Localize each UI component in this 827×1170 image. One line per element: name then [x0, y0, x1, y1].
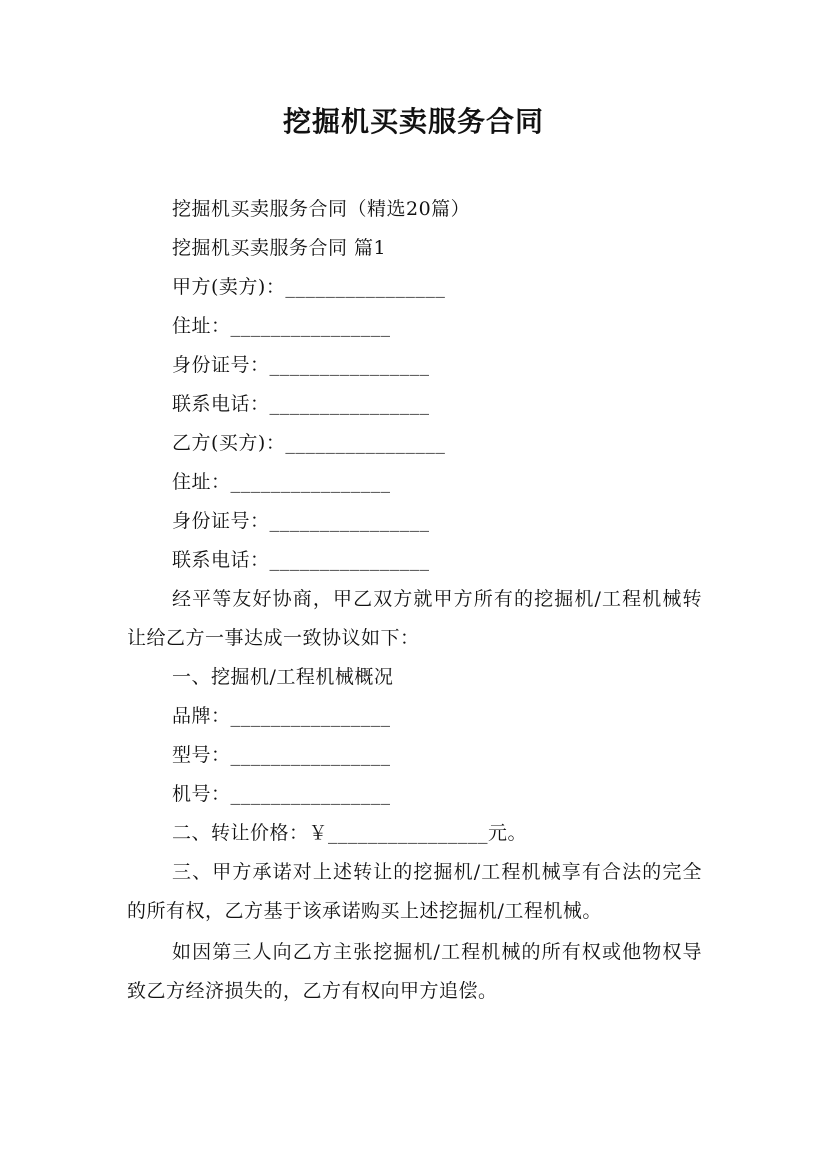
buyer-party-line: 乙方(买方)：________________ [172, 432, 446, 454]
model-line: 型号：________________ [172, 744, 391, 766]
document-subtitle: 挖掘机买卖服务合同（精选20篇） [172, 198, 471, 220]
document-body [127, 190, 702, 1011]
clause-3-extra-paragraph: 如因第三人向乙方主张挖掘机/工程机械的所有权或他物权导致乙方经济损失的，乙方有权向甲方追偿。 [127, 941, 702, 1002]
seller-party-line: 甲方(卖方)：________________ [172, 276, 446, 298]
intro-paragraph: 经平等友好协商，甲乙双方就甲方所有的挖掘机/工程机械转让给乙方一事达成一致协议如下： [127, 588, 702, 649]
buyer-phone-line: 联系电话：________________ [172, 549, 430, 571]
seller-address-line: 住址：________________ [172, 315, 391, 337]
buyer-id-line: 身份证号：________________ [172, 510, 430, 532]
engine-number-line: 机号：________________ [172, 783, 391, 805]
clause-1-heading: 一、挖掘机/工程机械概况 [172, 666, 394, 688]
seller-phone-line: 联系电话：________________ [172, 393, 430, 415]
document-title: 挖掘机买卖服务合同 [282, 105, 544, 138]
buyer-address-line: 住址：________________ [172, 471, 391, 493]
clause-2-price: 二、转让价格：￥________________元。 [172, 822, 528, 844]
clause-3-paragraph: 三、甲方承诺对上述转让的挖掘机/工程机械享有合法的完全的所有权，乙方基于该承诺购买上述挖掘机/工程机械。 [127, 861, 702, 922]
brand-line: 品牌：________________ [172, 705, 391, 727]
seller-id-line: 身份证号：________________ [172, 354, 430, 376]
section-heading: 挖掘机买卖服务合同 篇1 [172, 237, 387, 259]
